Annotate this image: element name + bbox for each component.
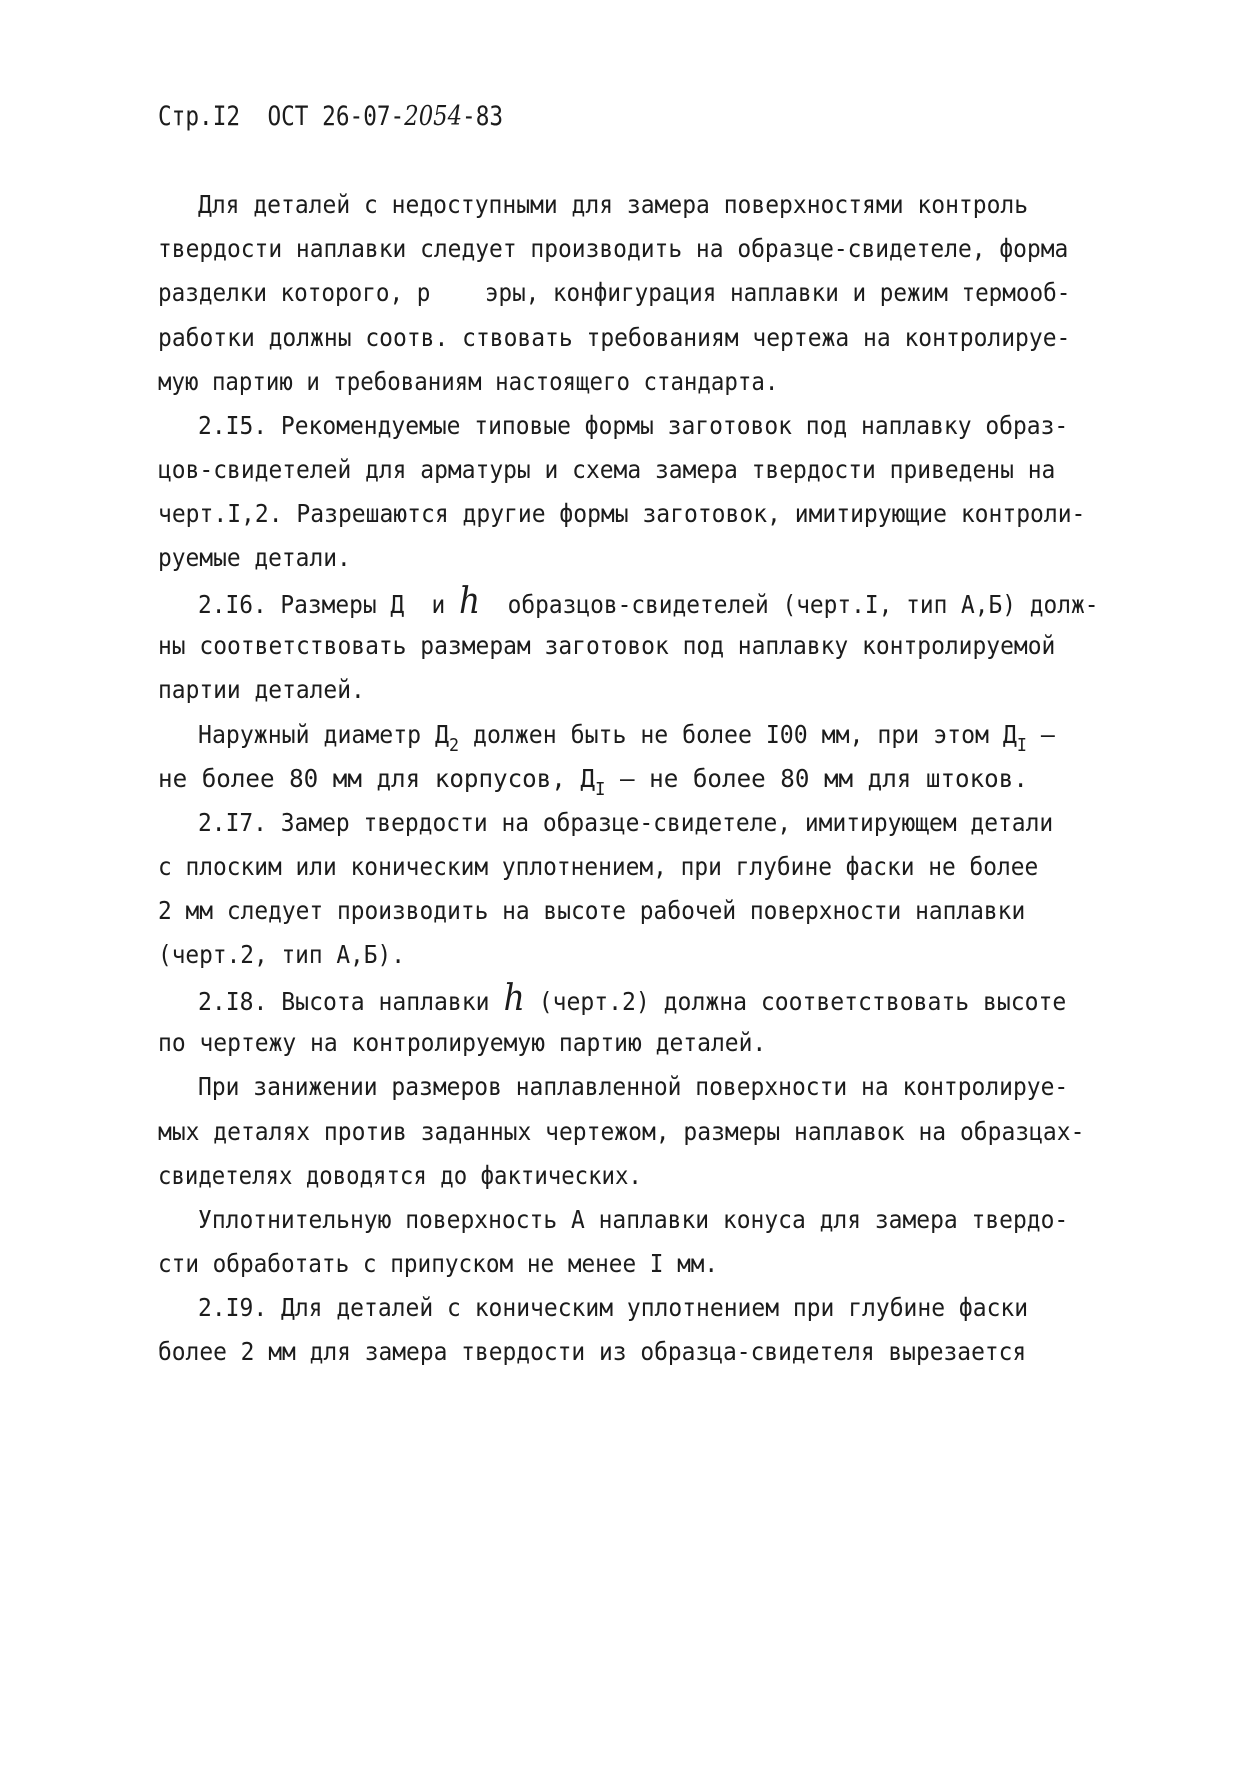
text-fragment: должен быть не более I00 мм, при этом Д	[459, 720, 1017, 749]
text-line: черт.I,2. Разрешаются другие формы заготовок, имитирующие контроли-	[158, 499, 1086, 528]
page-number: Стр.I2	[158, 101, 241, 132]
subscript: I	[1016, 735, 1027, 756]
text-fragment: (черт.2) должна соответствовать высоте	[524, 987, 1067, 1016]
text-line	[198, 978, 1067, 1019]
text-line: ны соответствовать размерам заготовок под наплавку контролируемой	[158, 631, 1056, 660]
standard-code-handwritten: 2054	[404, 101, 463, 132]
text-fragment: –	[1026, 720, 1055, 749]
page-header	[158, 100, 503, 134]
subscript: I	[594, 779, 606, 800]
text-line: работки должны соотв. ствовать требованиям чертежа на контролируе-	[158, 323, 1071, 352]
text-line	[198, 581, 1099, 622]
text-line: (черт.2, тип А,Б).	[158, 940, 405, 969]
text-line: 2.I7. Замер твердости на образце-свидетеле, имитирующем детали	[198, 808, 1054, 837]
text-line: разделки которого, р эры, конфигурация наплавки и режим термооб-	[158, 278, 1071, 307]
text-fragment: 2.I8. Высота наплавки	[198, 987, 504, 1016]
text-fragment: Наружный диаметр Д	[198, 720, 450, 749]
text-line: 2.I5. Рекомендуемые типовые формы заготовок под наплавку образ-	[198, 411, 1069, 440]
subscript: 2	[449, 735, 460, 756]
standard-code-prefix: ОСТ 26-07-	[267, 101, 405, 132]
text-line: сти обработать с припуском не менее I мм.	[158, 1249, 719, 1278]
height-symbol: h	[503, 978, 525, 1019]
text-line: твердости наплавки следует производить на образце-свидетеле, форма	[158, 234, 1069, 263]
text-line: партии деталей.	[158, 675, 365, 704]
text-line: свидетелях доводятся до фактических.	[158, 1161, 642, 1190]
standard-code-suffix: -83	[462, 101, 504, 132]
text-line: по чертежу на контролируемую партию деталей.	[158, 1028, 767, 1057]
text-line	[198, 718, 1055, 755]
text-fragment: не более 80 мм для корпусов, Д	[158, 764, 595, 793]
text-line: цов-свидетелей для арматуры и схема замера твердости приведены на	[158, 455, 1056, 484]
text-line: более 2 мм для замера твердости из образца-свидетеля вырезается	[158, 1337, 1027, 1366]
text-line: мых деталях против заданных чертежом, размеры наплавок на образцах-	[158, 1117, 1085, 1146]
text-fragment: образцов-свидетелей (черт.I, тип А,Б) долж-	[480, 590, 1099, 619]
text-line: с плоским или коническим уплотнением, при глубине фаски не более	[158, 852, 1039, 881]
text-line	[158, 762, 1028, 799]
text-line: При занижении размеров наплавленной поверхности на контролируе-	[198, 1072, 1069, 1101]
text-fragment: – не более 80 мм для штоков.	[605, 764, 1028, 793]
text-line: 2 мм следует производить на высоте рабочей поверхности наплавки	[158, 896, 1026, 925]
text-line: мую партию и требованиям настоящего стандарта.	[158, 367, 779, 396]
text-line: Уплотнительную поверхность А наплавки конуса для замера твердо-	[198, 1205, 1069, 1234]
text-line: Для деталей с недоступными для замера поверхностями контроль	[198, 190, 1029, 219]
height-symbol: h	[459, 581, 481, 622]
text-fragment: 2.I6. Размеры Д и	[198, 590, 460, 619]
text-line: руемые детали.	[158, 543, 351, 572]
text-line: 2.I9. Для деталей с коническим уплотнением при глубине фаски	[198, 1293, 1029, 1322]
